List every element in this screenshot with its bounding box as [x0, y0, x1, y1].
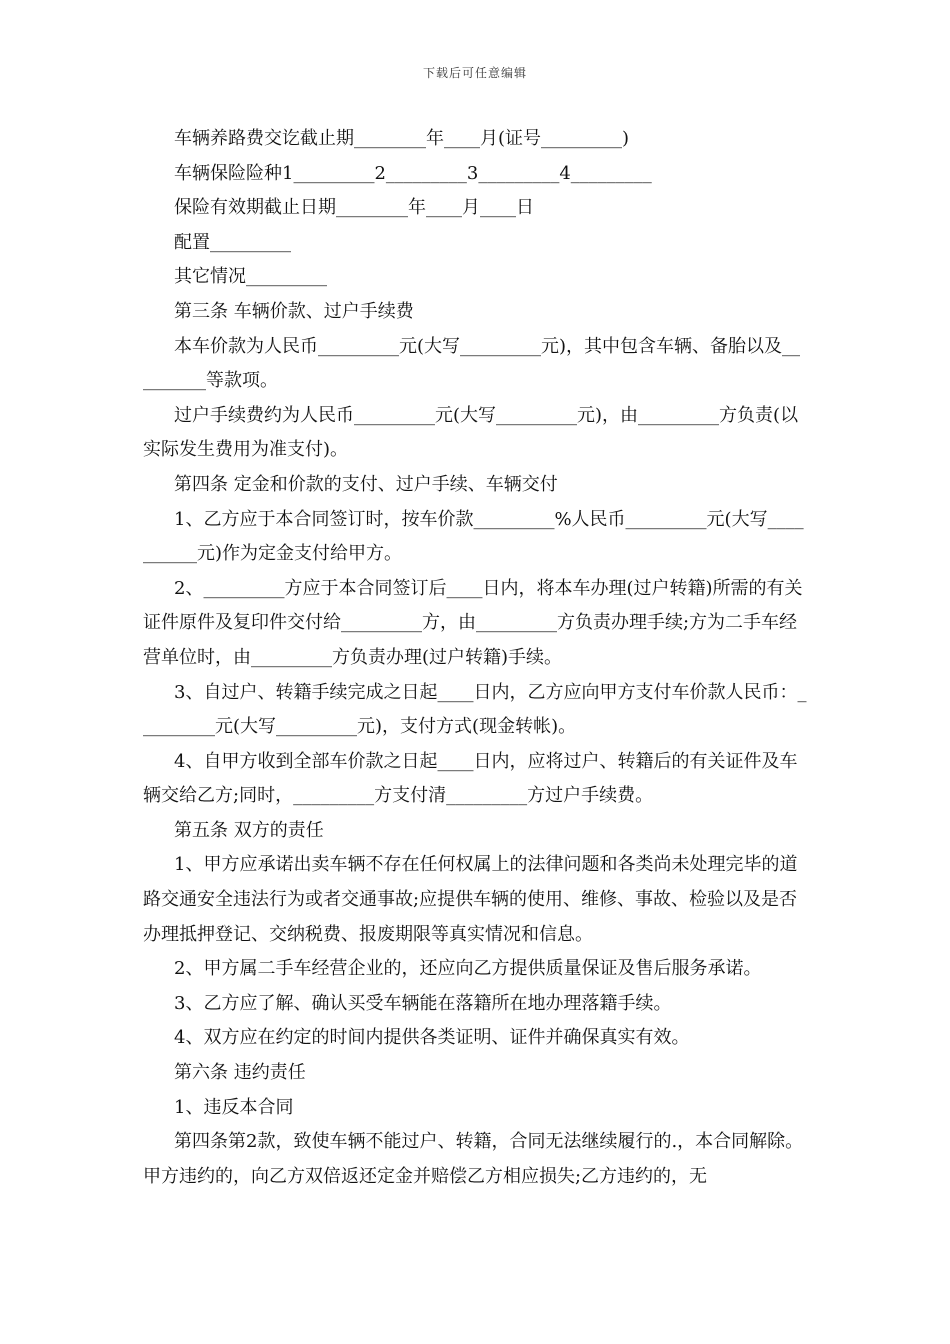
paragraph: 其它情况_________ — [174, 266, 327, 288]
section-heading: 第五条 双方的责任 — [174, 819, 324, 841]
paragraph: 2、甲方属二手车经营企业的，还应向乙方提供质量保证及售后服务承诺。 — [174, 958, 762, 980]
paragraph: 1、乙方应于本合同签订时，按车价款_________%人民币_________元(大写__________元)作为定金支付给甲方。 — [143, 508, 804, 565]
paragraph: 本车价款为人民币_________元(大写_________元)，其中包含车辆、备胎以及_________等款项。 — [143, 335, 801, 392]
paragraph: 4、双方应在约定的时间内提供各类证明、证件并确保真实有效。 — [174, 1027, 690, 1049]
paragraph: 过户手续费约为人民币_________元(大写_________元)，由_________方负责(以实际发生费用为准支付)。 — [143, 404, 799, 461]
section-heading: 第六条 违约责任 — [174, 1062, 306, 1084]
document-body — [143, 122, 808, 1194]
paragraph: 3、自过户、转籍手续完成之日起____日内，乙方应向甲方支付车价款人民币：_________元(大写_________元)，支付方式(现金转帐)。 — [143, 681, 807, 738]
paragraph: 2、_________方应于本合同签订后____日内，将本车办理(过户转籍)所需的有关证件原件及复印件交付给_________方，由_________方负责办理手续;方为二手车经营单位时，由_________方负责办理(过户转籍)手续。 — [143, 577, 803, 668]
paragraph: 配置_________ — [174, 231, 291, 253]
paragraph: 保险有效期截止日期________年____月____日 — [174, 197, 534, 219]
paragraph: 3、乙方应了解、确认买受车辆能在落籍所在地办理落籍手续。 — [174, 992, 672, 1014]
paragraph: 1、违反本合同 — [174, 1096, 294, 1118]
paragraph: 4、自甲方收到全部车价款之日起____日内，应将过户、转籍后的有关证件及车辆交给乙方;同时，_________方支付清_________方过户手续费。 — [143, 750, 798, 807]
paragraph: 车辆保险险种1_________2_________3_________4_________ — [174, 162, 652, 184]
paragraph: 车辆养路费交讫截止期________年____月(证号_________) — [174, 128, 630, 149]
section-heading: 第四条 定金和价款的支付、过户手续、车辆交付 — [174, 473, 558, 495]
section-heading: 第三条 车辆价款、过户手续费 — [174, 300, 414, 322]
page-header: 下载后可任意编辑 — [422, 66, 527, 80]
paragraph: 1、甲方应承诺出卖车辆不存在任何权属上的法律问题和各类尚未处理完毕的道路交通安全违法行为或者交通事故;应提供车辆的使用、维修、事故、检验以及是否办理抵押登记、交纳税费、报废期限等真实情况和信息。 — [143, 854, 798, 945]
paragraph: 第四条第2款，致使车辆不能过户、转籍，合同无法继续履行的.，本合同解除。甲方违约的，向乙方双倍返还定金并赔偿乙方相应损失;乙方违约的，无 — [143, 1131, 804, 1187]
